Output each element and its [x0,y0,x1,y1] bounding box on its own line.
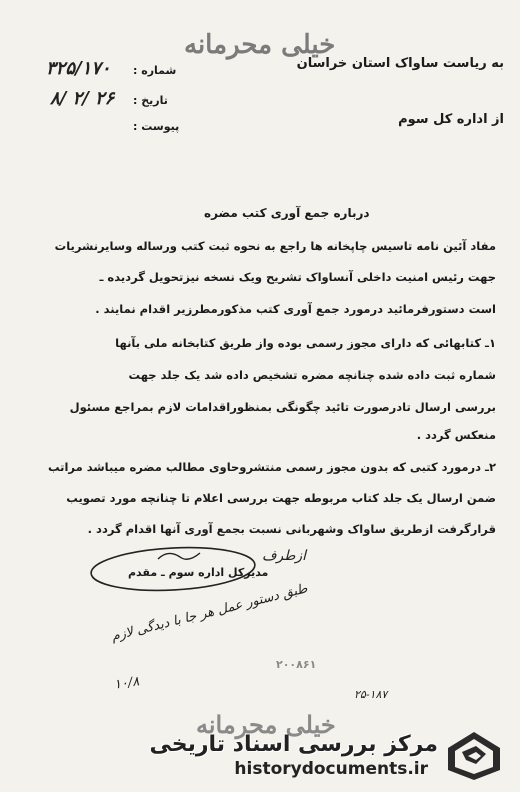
archive-logo-icon [446,730,502,782]
body-line: جهت رئیس امنیت داخلی آنساواک تشریح ویک نسخه نیزتحویل گردیده ـ [99,270,496,284]
body-line: بررسی ارسال تادرصورت تائید چگونگی بمنظوراقدامات لازم بمراجع مسئول [69,400,496,414]
subject-line: درباره جمع آوری کتب مضره [204,206,370,220]
margin-note: طبق دستور عمل هر جا با دیدگی لازم [110,581,310,645]
body-line: ۲ـ درمورد کتبی که بدون مجوز رسمی منتشروحاوی مطالب مضره میباشد مراتب [47,460,496,474]
body-line: منعکس گردد . [416,428,496,442]
signature-title: مدیرکل اداره سوم ـ مقدم [128,566,269,579]
body-line: ضمن ارسال یک جلد کتاب مربوطه جهت بررسی اعلام تا چنانچه مورد تصویب [66,491,496,505]
number-label: شماره : [133,64,177,77]
bottom-classification-stamp: خیلی محرمانه [196,710,336,739]
signature-scribble: ازطرف [262,548,307,564]
body-line: است دستورفرمائید درمورد جمع آوری کتب مذکورمطرزیر اقدام نمایند . [95,302,496,316]
body-line: ۱ـ کتابهائی که دارای مجوز رسمی بوده واز طریق کتابخانه ملی بآنها [115,336,496,350]
attachment-label: پیوست : [133,120,180,133]
watermark-org-name: مرکز بررسی اسناد تاریخی [149,732,438,757]
body-line: مفاد آئین نامه تاسیس چاپخانه ها راجع به نحوه ثبت کتب ورساله وسایرنشریات [54,239,496,253]
body-line: شماره ثبت داده شده چنانچه مضره تشخیص داده شد یک جلد جهت [128,368,496,382]
margin-note-number: ۱۰/۸ [113,674,141,693]
watermark-url: historydocuments.ir [234,759,428,779]
body-line: قرارگرفت ازطریق ساواک وشهربانی نسبت بجمع آوری آنها اقدام گردد . [87,522,496,536]
recipient-line: به ریاست ساواک استان خراسان [296,56,504,71]
number-value: ۳۲۵/۱۷۰ [46,58,111,79]
archive-number: ۲۵-۱۸۷ [354,688,388,701]
sender-line: از اداره کل سوم [398,112,504,127]
date-value: ۸/ ۲/ ۲۶ [50,88,115,109]
date-label: تاریخ : [133,94,168,107]
margin-number: ۲۰۰۸۶۱ [276,658,317,671]
classification-stamp: خیلی محرمانه [184,30,336,60]
